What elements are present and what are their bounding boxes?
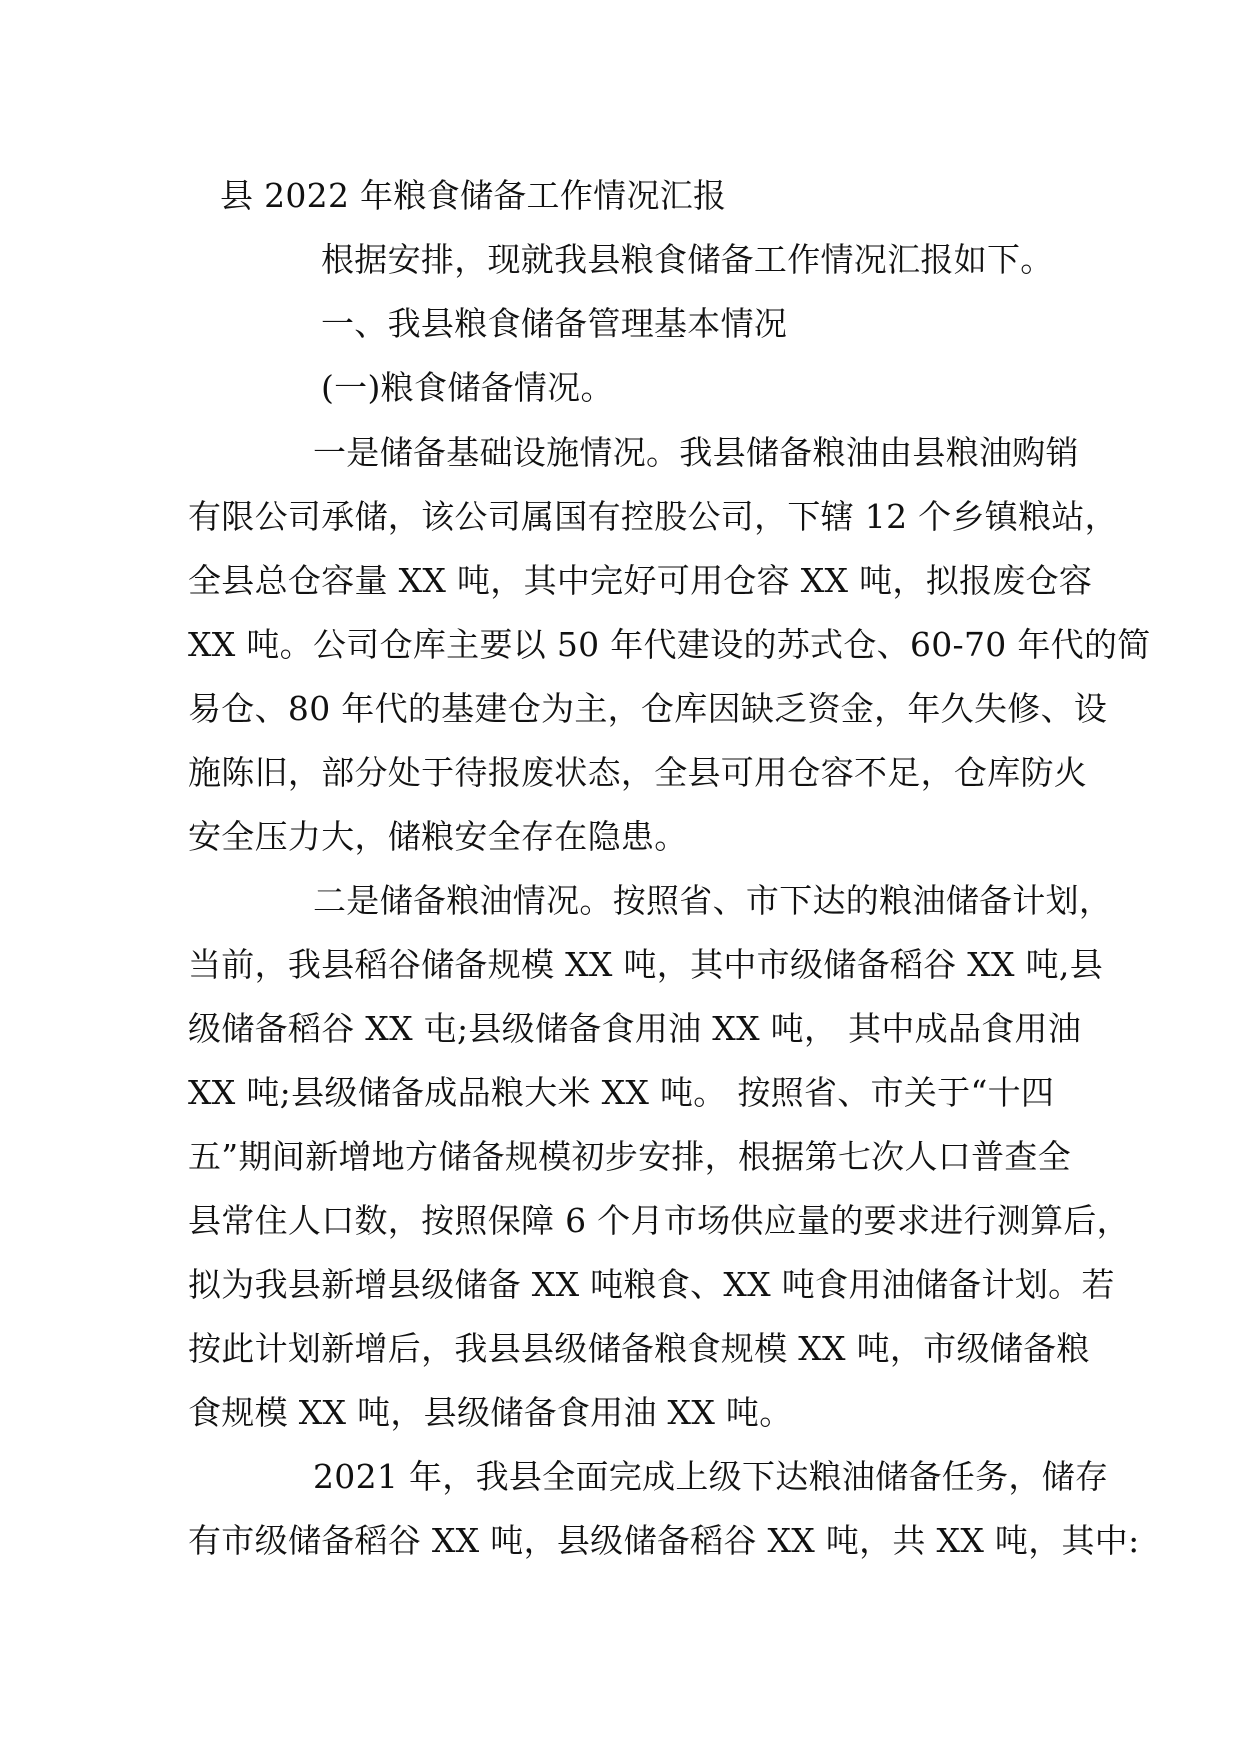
paragraph-line: 按此计划新增后，我县县级储备粮食规模 XX 吨，市级储备粮 bbox=[188, 1329, 1090, 1368]
paragraph-line: 2021 年，我县全面完成上级下达粮油储备任务，储存 bbox=[313, 1457, 1109, 1496]
paragraph-line: 当前，我县稻谷储备规模 XX 吨，其中市级储备稻谷 XX 吨,县 bbox=[188, 945, 1104, 984]
paragraph-line: 食规模 XX 吨，县级储备食用油 XX 吨。 bbox=[188, 1393, 793, 1432]
paragraph-line: 施陈旧，部分处于待报废状态，全县可用仓容不足，仓库防火 bbox=[188, 753, 1088, 792]
intro-paragraph: 根据安排，现就我县粮食储备工作情况汇报如下。 bbox=[321, 240, 1054, 279]
paragraph-line: 县常住人口数，按照保障 6 个月市场供应量的要求进行测算后， bbox=[188, 1201, 1130, 1240]
paragraph-line: 易仓、80 年代的基建仓为主，仓库因缺乏资金，年久失修、设 bbox=[188, 689, 1108, 728]
paragraph-line: 五”期间新增地方储备规模初步安排，根据第七次人口普查全 bbox=[188, 1137, 1071, 1176]
paragraph-line: XX 吨;县级储备成品粮大米 XX 吨。 按照省、市关于“十四 bbox=[188, 1073, 1055, 1112]
paragraph-line: 二是储备粮油情况。按照省、市下达的粮油储备计划， bbox=[313, 881, 1113, 920]
paragraph-line: XX 吨。公司仓库主要以 50 年代建设的苏式仓、60-70 年代的简 bbox=[188, 625, 1151, 664]
paragraph-line: 级储备稻谷 XX 屯;县级储备食用油 XX 吨， 其中成品食用油 bbox=[188, 1009, 1082, 1048]
section-heading: 一、我县粮食储备管理基本情况 bbox=[321, 304, 788, 343]
paragraph-line: 安全压力大，储粮安全存在隐患。 bbox=[188, 817, 688, 856]
subsection-heading: (一)粮食储备情况。 bbox=[321, 368, 614, 407]
document-title: 县 2022 年粮食储备工作情况汇报 bbox=[220, 176, 727, 215]
paragraph-line: 拟为我县新增县级储备 XX 吨粮食、XX 吨食用油储备计划。若 bbox=[188, 1265, 1115, 1304]
paragraph-line: 有限公司承储，该公司属国有控股公司，下辖 12 个乡镇粮站， bbox=[188, 497, 1118, 536]
paragraph-line: 一是储备基础设施情况。我县储备粮油由县粮油购销 bbox=[313, 433, 1079, 472]
paragraph-line: 全县总仓容量 XX 吨，其中完好可用仓容 XX 吨，拟报废仓容 bbox=[188, 561, 1093, 600]
paragraph-line: 有市级储备稻谷 XX 吨，县级储备稻谷 XX 吨，共 XX 吨，其中: bbox=[188, 1521, 1140, 1560]
